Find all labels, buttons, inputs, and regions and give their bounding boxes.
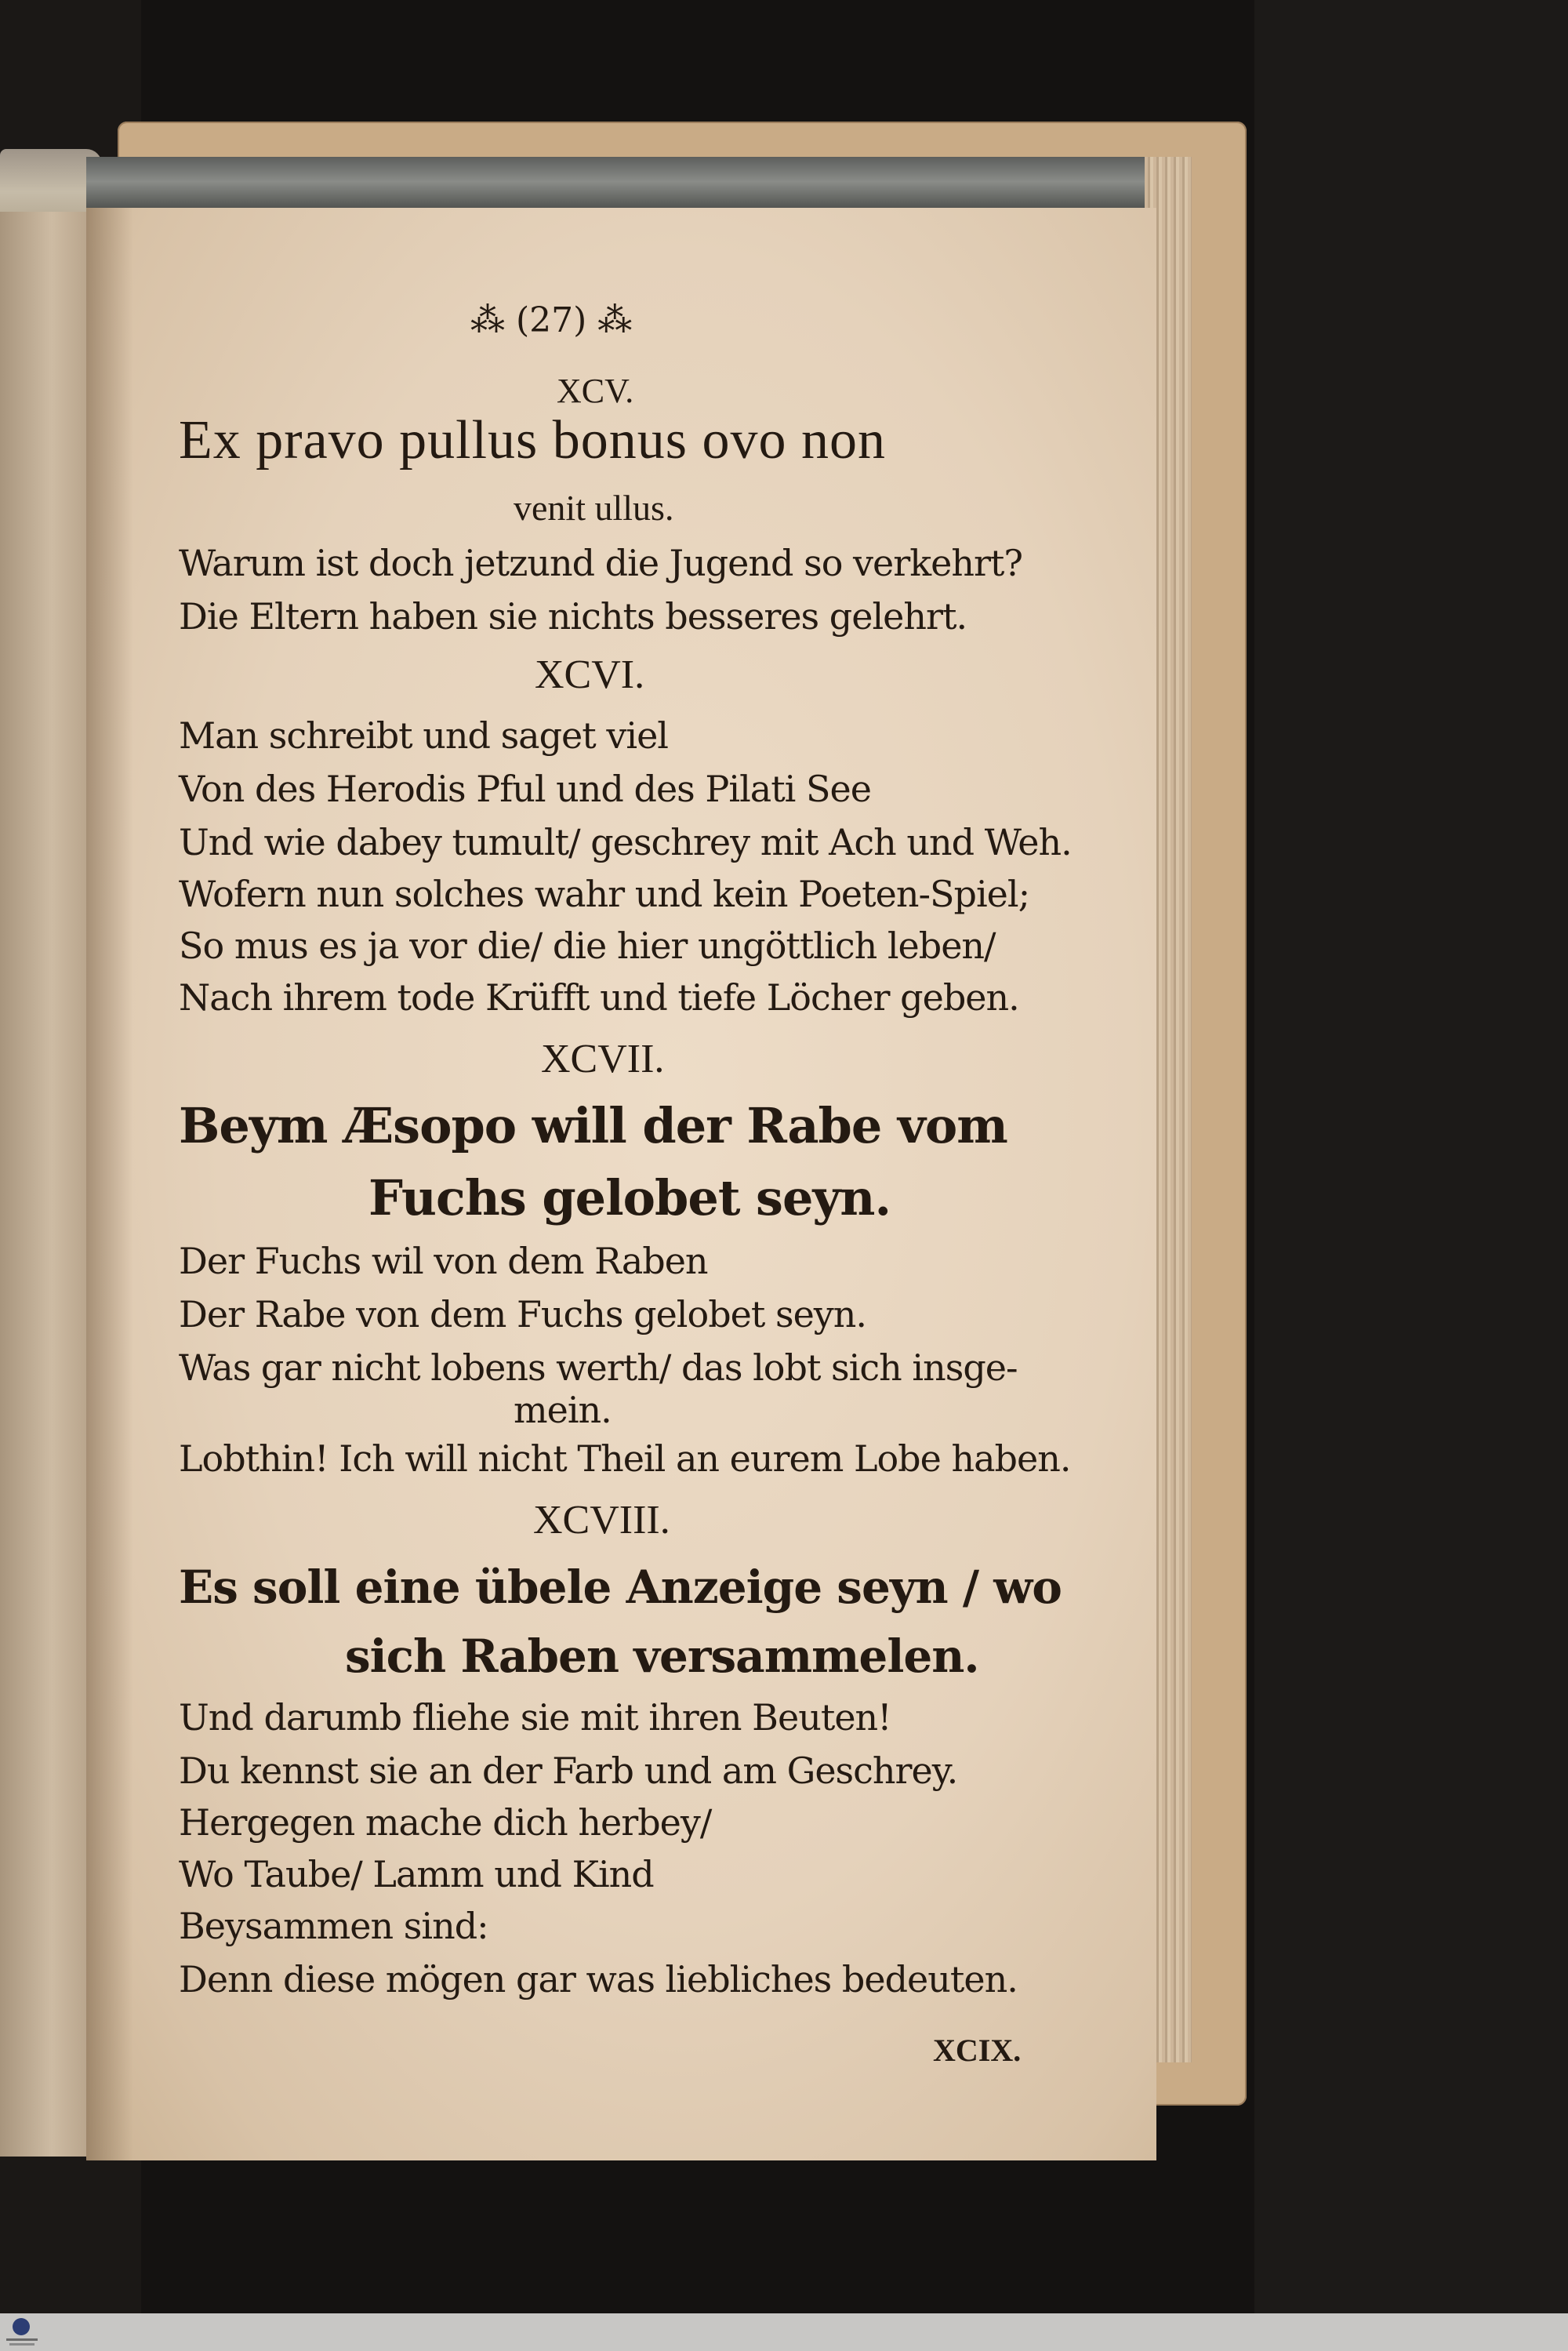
section-number: XCV. — [557, 372, 634, 410]
verse-line: Der Rabe von dem Fuchs gelobet seyn. — [179, 1293, 867, 1335]
verse-line: Und darumb fliehe sie mit ihren Beuten! — [179, 1696, 891, 1739]
verse-line: Warum ist doch jetzund die Jugend so verkehrt? — [179, 542, 1023, 584]
page-header: ⁂ (27) ⁂ — [470, 300, 633, 340]
verse-line: Nach ihrem tode Krüfft und tiefe Löcher geben. — [179, 976, 1019, 1019]
verse-line: Die Eltern haben sie nichts besseres gelehrt. — [179, 595, 967, 638]
verse-line: Du kennst sie an der Farb und am Geschrey. — [179, 1750, 958, 1792]
verse-line: Denn diese mögen gar was liebliches bedeuten. — [179, 1958, 1018, 2000]
verse-line: Was gar nicht lobens werth/ das lobt sich insge- — [179, 1346, 1018, 1389]
section-title-line: Ex pravo pullus bonus ovo non — [179, 410, 887, 471]
left-page-strip — [0, 212, 94, 2157]
verse-line: Hergegen mache dich herbey/ — [179, 1801, 712, 1844]
verse-line: Der Fuchs wil von dem Raben — [179, 1240, 708, 1282]
verse-line: mein. — [514, 1389, 612, 1431]
verse-line: Wofern nun solches wahr und kein Poeten-Spiel; — [179, 873, 1030, 915]
section-number: XCVI. — [535, 652, 645, 697]
section-number: XCVIII. — [533, 1498, 670, 1543]
verse-line: Und wie dabey tumult/ geschrey mit Ach und Weh. — [179, 821, 1072, 863]
viewer-footer-bar — [0, 2313, 1568, 2351]
verse-line: So mus es ja vor die/ die hier ungöttlich leben/ — [179, 925, 996, 967]
catchword: XCIX. — [933, 2033, 1022, 2068]
verse-line: Man schreibt und saget viel — [179, 714, 669, 757]
verse-line: Beysammen sind: — [179, 1905, 488, 1947]
verse-line: Lobthin! Ich will nicht Theil an eurem Lobe haben. — [179, 1437, 1071, 1480]
gutter-shadow — [86, 208, 133, 2160]
background-right — [1254, 0, 1568, 2351]
section-title-line: Es soll eine übele Anzeige seyn / wo — [179, 1561, 1062, 1614]
verse-line: Wo Taube/ Lamm und Kind — [179, 1853, 654, 1895]
section-title-line: sich Raben versammelen. — [345, 1630, 979, 1683]
section-title-line: Beym Æsopo will der Rabe vom — [179, 1097, 1007, 1154]
verse-line: Von des Herodis Pful und des Pilati See — [179, 768, 871, 810]
section-title-line: venit ullus. — [514, 488, 674, 528]
book-page — [86, 208, 1156, 2160]
section-number: XCVII. — [541, 1037, 665, 1081]
section-title-line: Fuchs gelobet seyn. — [368, 1169, 891, 1226]
page-block-top-edge — [86, 157, 1168, 212]
library-logo-icon — [5, 2316, 39, 2348]
